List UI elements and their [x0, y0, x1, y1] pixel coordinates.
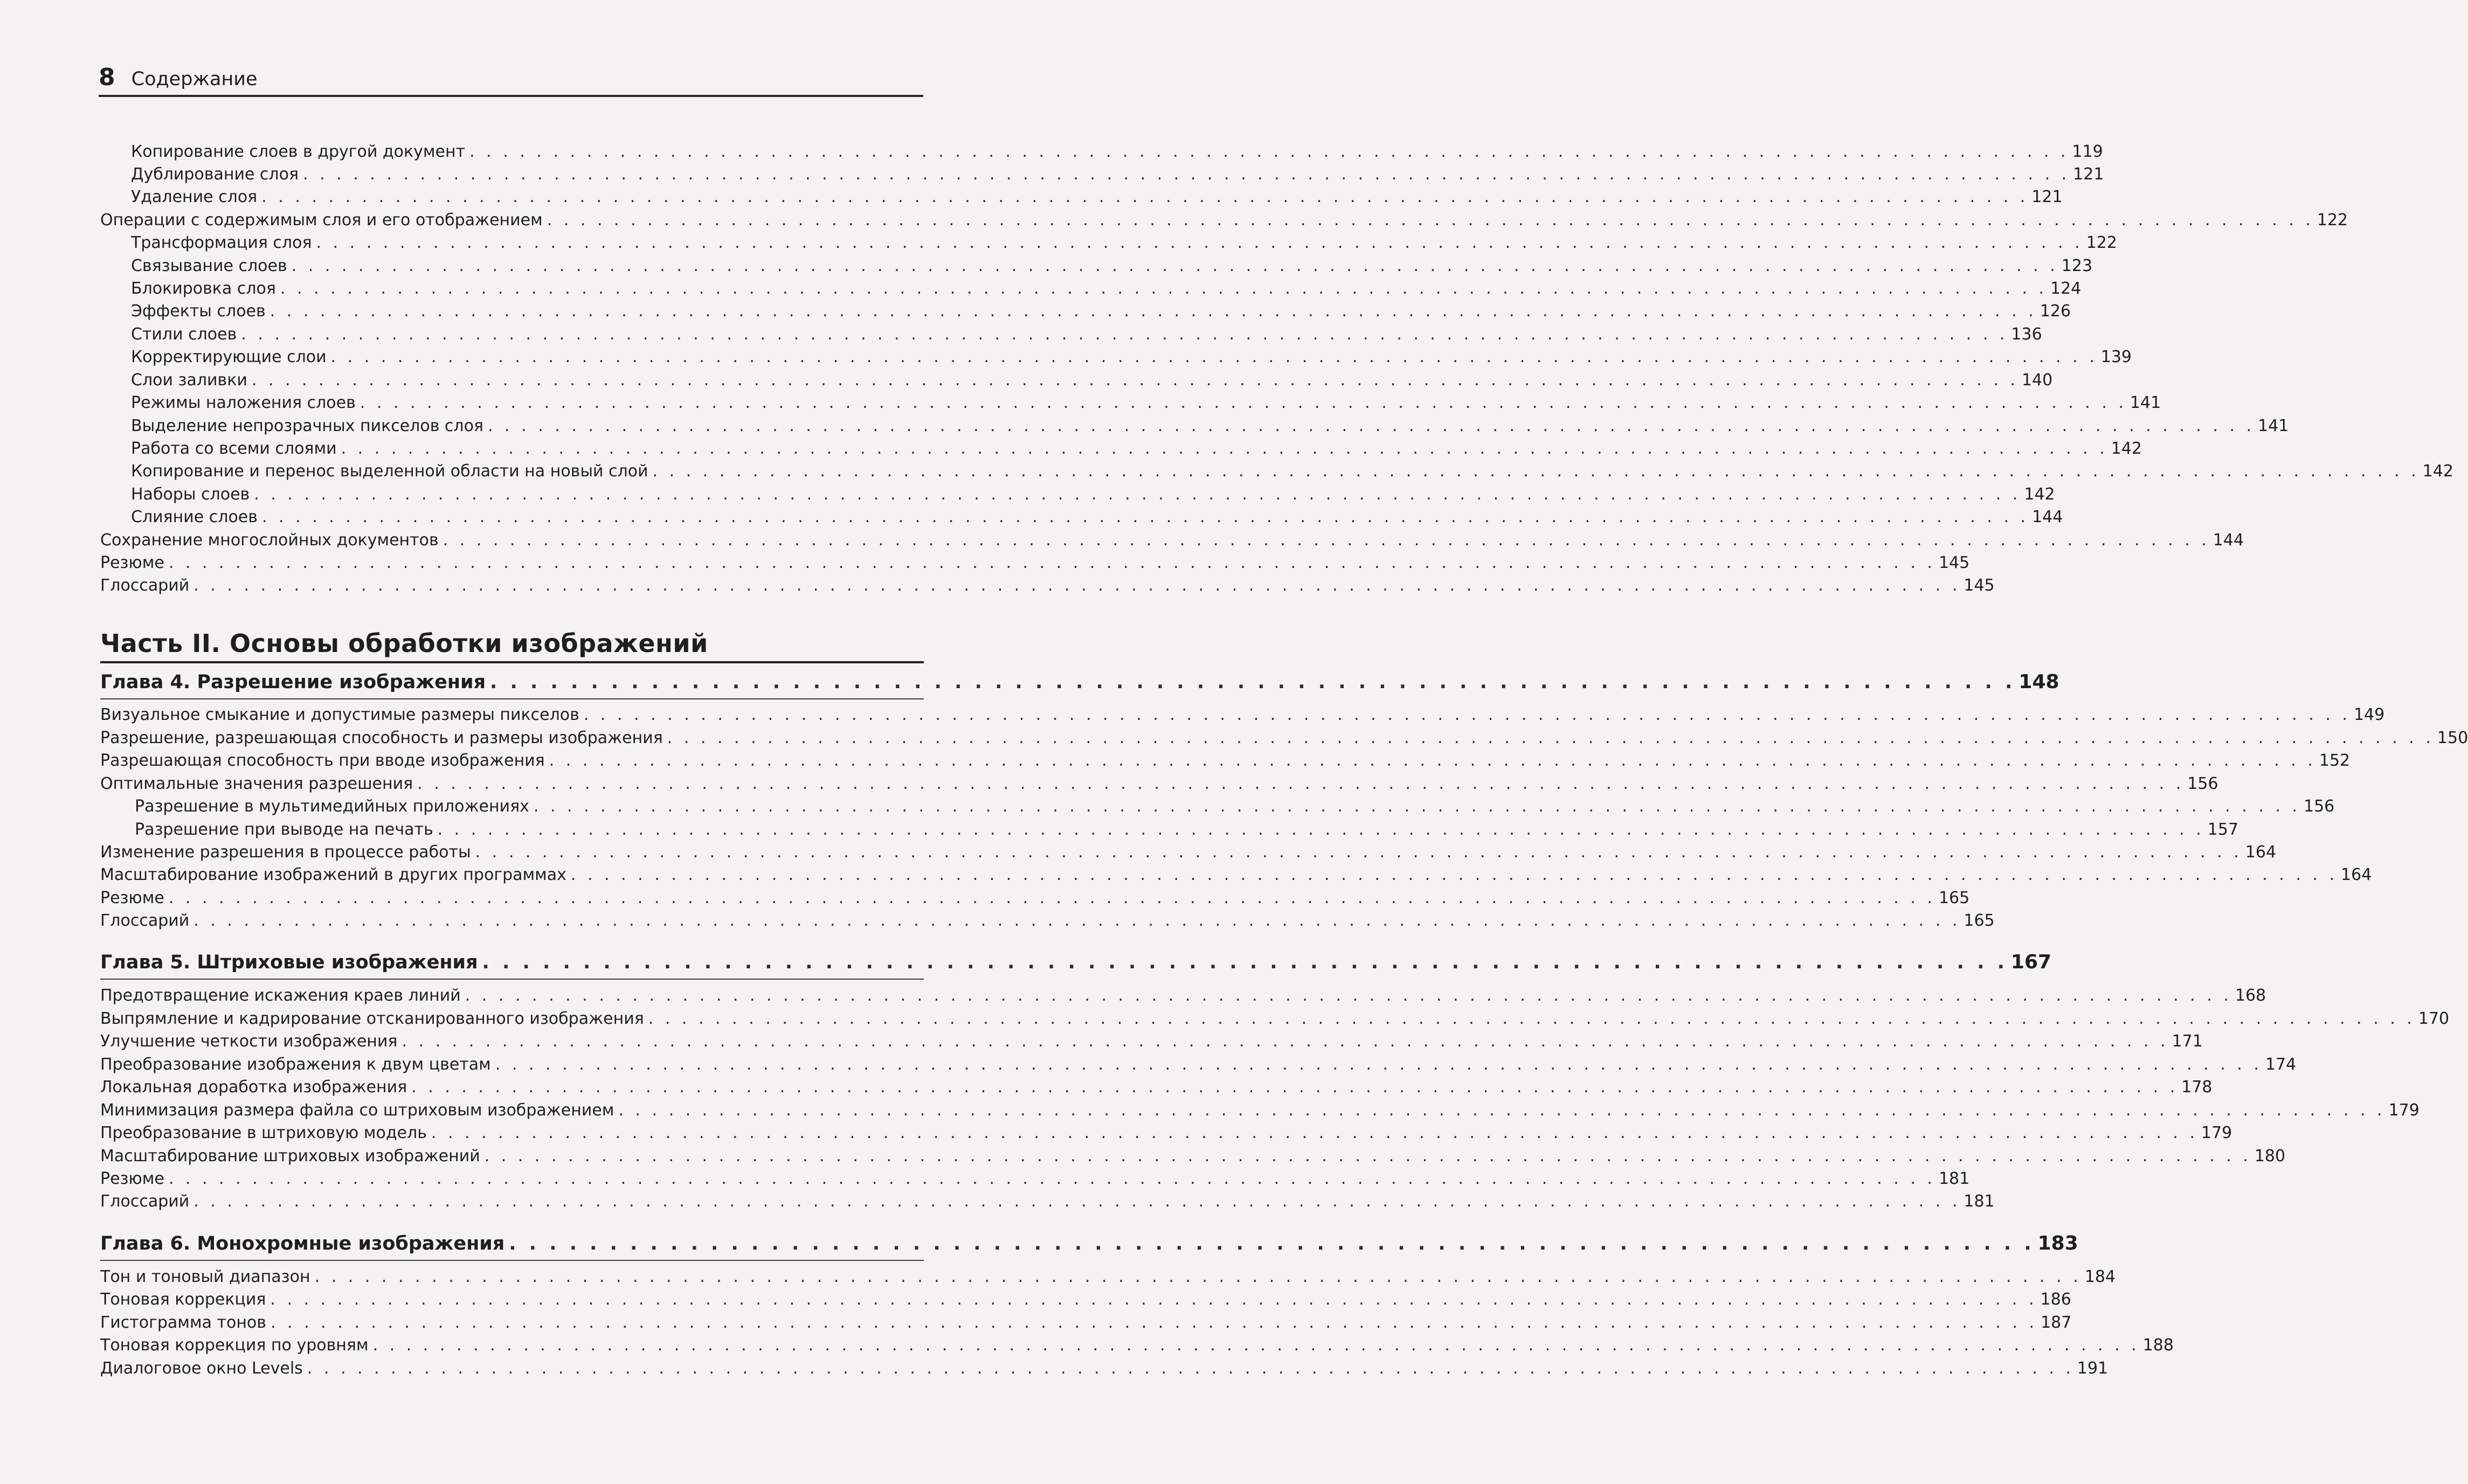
- toc-entry-page: 142: [2024, 485, 2055, 504]
- toc-entry-page: 168: [2235, 986, 2266, 1005]
- toc-entry-page: 165: [1964, 911, 1995, 930]
- toc-entry-page: 184: [2084, 1267, 2116, 1286]
- toc-entry-page: 156: [2187, 774, 2218, 793]
- toc-entry[interactable]: [100, 910, 1995, 932]
- toc-entry-title: Эффекты слоев: [131, 302, 266, 321]
- toc-entry[interactable]: [100, 575, 1995, 597]
- leader-dots: . . . . . . . . . . . . . . . . . . . . . . . . . . . . . . . . . . . . . . . . . . . . . . . . . . . . . . . . . . . . . . . . . . . . . . . . . . . .: [509, 1233, 2035, 1254]
- toc-entry-title: Слияние слоев: [131, 508, 258, 526]
- leader-dots: . . . . . . . . . . . . . . . . . . . . . . . . . . . . . . . . . . . . . . . . . . . . . . . . . . . . . . . . . . . . . . . . . . . . . . . . . . . . . . . . . . . . . . . . . . . . . . . . . . . . . . . . . .: [495, 1055, 2262, 1074]
- toc-entry[interactable]: [131, 484, 2055, 505]
- leader-dots: . . . . . . . . . . . . . . . . . . . . . . . . . . . . . . . . . . . . . . . . . . . . . . . . . . . . . . . . . . . . . . . . . . . . . . . . . . . . . . . . . . . . . . . . . . . . . . . . . . . . . . . . . .: [261, 188, 2029, 206]
- toc-entry-page: 179: [2201, 1124, 2232, 1142]
- toc-entry-title: Удаление слоя: [131, 188, 258, 206]
- running-head-rule: [99, 95, 923, 97]
- toc-entry-page: 164: [2245, 843, 2277, 862]
- toc-entry-title: Преобразование изображения к двум цветам: [100, 1055, 491, 1074]
- toc-entry-title: Глава 6. Монохромные изображения: [100, 1233, 505, 1254]
- toc-entry-title: Копирование слоев в другой документ: [131, 142, 466, 161]
- toc-entry-page: 152: [2319, 751, 2351, 770]
- toc-entry-title: Копирование и перенос выделенной области на новый слой: [131, 462, 648, 481]
- part-title-rule: [100, 661, 924, 663]
- toc-entry-title: Тоновая коррекция по уровням: [100, 1336, 369, 1355]
- leader-dots: . . . . . . . . . . . . . . . . . . . . . . . . . . . . . . . . . . . . . . . . . . . . . . . . . . . . . . . . . . . . . . . . . . . . . . . . . . . . . . . . . . . . . . . . . . . . . . . . . . . . . . . . . .: [402, 1032, 2169, 1051]
- toc-entry-title: Визуальное смыкание и допустимые размеры пикселов: [100, 705, 579, 724]
- toc-entry-page: 141: [2130, 393, 2161, 412]
- running-head-title: Содержание: [131, 68, 258, 90]
- toc-entry-title: Глоссарий: [100, 911, 190, 930]
- leader-dots: . . . . . . . . . . . . . . . . . . . . . . . . . . . . . . . . . . . . . . . . . . . . . . . . . . . . . . . . . . . . . . . . . . . . . . . . . . . . . . . . . . . . . . . . . . . . . . . . . . . . . . . . . .: [547, 211, 2314, 230]
- toc-entry-title: Оптимальные значения разрешения: [100, 774, 413, 793]
- toc-entry-page: 136: [2011, 325, 2042, 344]
- toc-entry[interactable]: [100, 842, 2277, 863]
- toc-entry[interactable]: [100, 1031, 2203, 1052]
- toc-entry-title: Улучшение четкости изображения: [100, 1032, 398, 1051]
- leader-dots: . . . . . . . . . . . . . . . . . . . . . . . . . . . . . . . . . . . . . . . . . . . . . . . . . . . . . . . . . . . . . . . . . . . . . . . . . . . . . . . . . . . . . . . . . . . . . . . . . . . . . . . . . .: [648, 1009, 2415, 1028]
- leader-dots: . . . . . . . . . . . . . . . . . . . . . . . . . . . . . . . . . . . . . . . . . . . . . . . . . . . . . . . . . . . . . . . . . . . . . . . . . . . . . . . . . . . . . . . . . . . . . . . . . . . . . . . . . .: [570, 865, 2338, 884]
- toc-entry-page: 170: [2418, 1009, 2450, 1028]
- toc-entry[interactable]: [100, 1191, 1995, 1212]
- toc-entry-page: 140: [2021, 371, 2053, 390]
- toc-entry-page: 139: [2100, 348, 2132, 366]
- toc-entry[interactable]: [100, 1358, 2108, 1379]
- chapter-rule: [100, 979, 924, 980]
- toc-entry-page: 122: [2317, 211, 2348, 230]
- toc-entry-title: Минимизация размера файла со штриховым изображением: [100, 1101, 614, 1120]
- toc-entry[interactable]: [131, 392, 2161, 414]
- leader-dots: . . . . . . . . . . . . . . . . . . . . . . . . . . . . . . . . . . . . . . . . . . . . . . . . . . . . . . . . . . . . . . . . . . . . . . . . . . . . . . . . . . . . . . . . . . . . . . . . . . . . . . . . . .: [618, 1101, 2386, 1120]
- leader-dots: . . . . . . . . . . . . . . . . . . . . . . . . . . . . . . . . . . . . . . . . . . . . . . . . . . . . . . . . . . . . . . . . . . . . . . . . . . . . . . . . . . . . . . . . . . . . . . . . . . . . . . . . . .: [484, 1147, 2251, 1166]
- leader-dots: . . . . . . . . . . . . . . . . . . . . . . . . . . . . . . . . . . . . . . . . . . . . . . . . . . . . . . . . . . . . . . . . . . . . . . . . . . . . . . . . . . . . . . . . . . . . . . . . . . . . . . . . . .: [372, 1336, 2140, 1355]
- leader-dots: . . . . . . . . . . . . . . . . . . . . . . . . . . . . . . . . . . . . . . . . . . . . . . . . . . . . . . . . . . . . . . . . . . . . . . . . . . . . . . . . . . . . . . . . . . . . . . . .: [469, 142, 2069, 161]
- leader-dots: . . . . . . . . . . . . . . . . . . . . . . . . . . . . . . . . . . . . . . . . . . . . . . . . . . . . . . . . . . . . . . . . . . . . . . . . . . . . . . . . . . . . . . . . . . . . . . . . . . . . . . . . . .: [193, 576, 1961, 595]
- toc-entry-title: Гистограмма тонов: [100, 1313, 266, 1332]
- toc-entry-page: 174: [2265, 1055, 2297, 1074]
- leader-dots: . . . . . . . . . . . . . . . . . . . . . . . . . . . . . . . . . . . . . . . . . . . . . . . . . . . . . . . . . . . . . . . . . . . . . . . . . . . . . . . . . . . . . . . . . . . . . . . . . . . . . . . . . .: [314, 1267, 2082, 1286]
- leader-dots: . . . . . . . . . . . . . . . . . . . . . . . . . . . . . . . . . . . . . . . . . . . . . . . . . . . . . . . . . . . . . . . . . . . . . . . . . . . . . . . . . . . . . . . . . . . . . . . . . . . . . . . . . .: [341, 439, 2108, 458]
- toc-entry[interactable]: [100, 1100, 2419, 1121]
- leader-dots: . . . . . . . . . . . . . . . . . . . . . . . . . . . . . . . . . . . . . . . . . . . . . . . . . . . . . . . . . . . . . . . . . . . . . . . . . . . . . . . . . . . . . . . . . . . . . . . . . . . . . . . . . .: [316, 233, 2083, 252]
- toc-entry-title: Блокировка слоя: [131, 279, 276, 298]
- toc-entry-page: 126: [2040, 302, 2071, 321]
- toc-entry[interactable]: [100, 750, 2351, 772]
- toc-entry[interactable]: [100, 1077, 2213, 1098]
- leader-dots: . . . . . . . . . . . . . . . . . . . . . . . . . . . . . . . . . . . . . . . . . . . . . . . . . . . . . . . . . . . . . . . . . . . . . . . . . . . . . . . . . . . . . . . . . . . . . . . . . . . . . . . . . .: [254, 485, 2021, 504]
- leader-dots: . . . . . . . . . . . . . . . . . . . . . . . . . . . . . . . . . . . . . . . . . . . . . . . . . . . . . . . . . . . . . . . . . . . . . . . . . . . . . . . . . . . . . . . . . . . . . . . . . . . . . . . . . .: [487, 417, 2255, 435]
- leader-dots: . . . . . . . . . . . . . . . . . . . . . . . . . . . . . . . . . . . . . . . . . . . . . . . . . . . . . . . . . . . . . . . . . . . . . . . . . . . . . . . . . . . . . . . . . . . . . . . . . . . . . . . . . .: [443, 531, 2210, 550]
- leader-dots: . . . . . . . . . . . . . . . . . . . . . . . . . . . . . . . . . . . . . . . . . . . . . . . . . . . . . . . . . . . . . . . . . . . . . . . . . . . . . . . . . . . . . . . . . . . . . . . . . . . . . . . . . .: [330, 348, 2098, 366]
- leader-dots: . . . . . . . . . . . . . . . . . . . . . . . . . . . . . . . . . . . . . . . . . . . . . . . . . . . . . . . . . . . . . . . . . . . . . . . . . . . . . . . . . . . . . . . . . . . . . . . . . . . . . . . . . .: [411, 1078, 2179, 1097]
- toc-entry-page: 121: [2073, 165, 2104, 184]
- toc-entry-title: Операции с содержимым слоя и его отображением: [100, 211, 543, 230]
- toc-entry-title: Стили слоев: [131, 325, 237, 344]
- leader-dots: . . . . . . . . . . . . . . . . . . . . . . . . . . . . . . . . . . . . . . . . . . . . . . . . . . . . . . . . . . . . . . . . . . . . . . . . . . . . . . . . . . . . . . . . . . . . . . . . . . . . . . . . . .: [241, 325, 2008, 344]
- leader-dots: . . . . . . . . . . . . . . . . . . . . . . . . . . . . . . . . . . . . . . . . . . . . . . . . . . . . . . . . . . . . . . . . . . . . . . . . . . . . . . . . . . . . . . . . . . . . . . . . . . . . . . . . . .: [270, 1313, 2038, 1332]
- leader-dots: . . . . . . . . . . . . . . . . . . . . . . . . . . . . . . . . . . . . . . . . . . . . . . . . . . . . . . . . . . . . . . . . . . . . . . . . . . . . . . . . . . . . . . . . . . . . . . . . . . . . . . . . . .: [533, 797, 2300, 816]
- leader-dots: . . . . . . . . . . . . . . . . . . . . . . . . . . . . . . . . . . . . . . . . . . . . . . . . . . . . . . . . . . . . . . . . . . . . . . . . . . . . . . . . . . . . . . . . . . . . . . . . . . . . . . . . . .: [437, 820, 2204, 839]
- toc-entry-title: Трансформация слоя: [131, 233, 312, 252]
- toc-entry-title: Резюме: [100, 553, 164, 572]
- toc-entry-title: Связывание слоев: [131, 256, 287, 275]
- toc-entry-page: 187: [2041, 1313, 2072, 1332]
- toc-chapter-entry[interactable]: [100, 949, 2052, 975]
- toc-entry-title: Корректирующие слои: [131, 348, 327, 366]
- toc-entry[interactable]: [100, 887, 1970, 909]
- toc-entry-page: 164: [2341, 865, 2372, 884]
- leader-dots: . . . . . . . . . . . . . . . . . . . . . . . . . . . . . . . . . . . . . . . . . . . . . . . . . . . . . . . . . . . . . . . . . . . . . . . . . . . . . . . . . . . . . . . . . . . . . . . . . . . . . . . . . .: [280, 279, 2048, 298]
- leader-dots: . . . . . . . . . . . . . . . . . . . . . . . . . . . . . . . . . . . . . . . . . . . . . . . . . . . . . . . . . . . . . . . . . . . . . . . . . . . . . . . . . . . . . . . . . . . . . . . . . . . . . . . . . .: [652, 462, 2419, 481]
- toc-entry-title: Предотвращение искажения краев линий: [100, 986, 461, 1005]
- toc-entry-page: 145: [1938, 553, 1970, 572]
- toc-entry[interactable]: [131, 461, 2453, 482]
- toc-entry-page: 180: [2254, 1147, 2286, 1166]
- toc-entry-page: 119: [2072, 142, 2103, 161]
- leader-dots: . . . . . . . . . . . . . . . . . . . . . . . . . . . . . . . . . . . . . . . . . . . . . . . . . . . . . . . . . . . . . . . . . . . . . . . . . . . . . . . . . . . . . . . . . . . . . . . . . . . . . . . . . .: [168, 553, 1935, 572]
- leader-dots: . . . . . . . . . . . . . . . . . . . . . . . . . . . . . . . . . . . . . . . . . . . . . . . . . . . . . . . . . . . . . . . . . . . . . . . . . . . . . . . . . . . . . . . . . . . . . . . . . . . . . . . . . .: [270, 1290, 2037, 1309]
- leader-dots: . . . . . . . . . . . . . . . . . . . . . . . . . . . . . . . . . . . . . . . . . . . . . . . . . . . . . . . . . . . . . . . . . . . . . . . . . . . . . . . . . . . . . . . . . . . . . . . . . . . . . . . . . .: [303, 165, 2070, 184]
- toc-entry-title: Резюме: [100, 1169, 164, 1188]
- toc-entry-page: 149: [2353, 705, 2385, 724]
- toc-entry[interactable]: [100, 1312, 2072, 1334]
- leader-dots: . . . . . . . . . . . . . . . . . . . . . . . . . . . . . . . . . . . . . . . . . . . . . . . . . . . . . . . . . . . . . . . . . . . . . . . . . . . . . . . . . . . . . . . . . . . . . . . . . . . . . . . . . .: [168, 1169, 1935, 1188]
- toc-entry-page: 156: [2304, 797, 2335, 816]
- toc-entry[interactable]: [131, 141, 2103, 163]
- toc-entry[interactable]: [100, 1146, 2286, 1167]
- toc-entry[interactable]: [131, 324, 2042, 345]
- leader-dots: . . . . . . . . . . . . . . . . . . . . . . . . . . . . . . . . . . . . . . . . . . . . . . . . . . . . . . . . . . . . . . . . . . . . . . . . . . . . . . . . . . . . . . . . . . . . . . . . . . . . . . . . . .: [360, 393, 2127, 412]
- leader-dots: . . . . . . . . . . . . . . . . . . . . . . . . . . . . . . . . . . . . . . . . . . . . . . . . . . . . . . . . . . . . . . . . . . . . . . . . . . . .: [482, 952, 2008, 973]
- toc-entry-title: Наборы слоев: [131, 485, 250, 504]
- leader-dots: . . . . . . . . . . . . . . . . . . . . . . . . . . . . . . . . . . . . . . . . . . . . . . . . . . . . . . . . . . . . . . . . . . . . . . . . . . . . . . . . . . . . . . . . . . . . . . . . . . . . . . . . . .: [193, 911, 1961, 930]
- toc-entry[interactable]: [131, 438, 2142, 460]
- toc-entry-page: 141: [2258, 417, 2289, 435]
- toc-entry-title: Сохранение многослойных документов: [100, 531, 439, 550]
- chapter-rule: [100, 1260, 924, 1261]
- leader-dots: . . . . . . . . . . . . . . . . . . . . . . . . . . . . . . . . . . . . . . . . . . . . . . . . . . . . . . . . . . . . . . . . . . . . . . . . . . . . . . . . . . . . . . . . . . . . . . . . . . . . . . . . . .: [465, 986, 2232, 1005]
- toc-entry-page: 188: [2142, 1336, 2174, 1355]
- toc-entry[interactable]: [135, 819, 2239, 841]
- toc-entry-title: Изменение разрешения в процессе работы: [100, 843, 471, 862]
- toc-entry-page: 181: [1964, 1192, 1995, 1211]
- toc-entry-page: 150: [2437, 729, 2468, 747]
- toc-entry-page: 144: [2213, 531, 2244, 550]
- toc-entry-title: Глоссарий: [100, 576, 190, 595]
- toc-entry-page: 165: [1938, 889, 1970, 907]
- toc-entry-title: Локальная доработка изображения: [100, 1078, 407, 1097]
- toc-entry-page: 145: [1964, 576, 1995, 595]
- toc-entry-page: 142: [2422, 462, 2453, 481]
- toc-entry-page: 144: [2032, 508, 2063, 526]
- toc-entry[interactable]: [131, 232, 2117, 254]
- toc-entry-title: Работа со всеми слоями: [131, 439, 337, 458]
- toc-entry-title: Дублирование слоя: [131, 165, 299, 184]
- toc-chapter-entry[interactable]: [100, 669, 2059, 695]
- toc-entry-title: Разрешение, разрешающая способность и размеры изображения: [100, 729, 663, 747]
- toc-entry[interactable]: [100, 864, 2372, 886]
- toc-entry[interactable]: [100, 1289, 2071, 1310]
- toc-entry-page: 179: [2388, 1101, 2419, 1120]
- toc-entry[interactable]: [100, 704, 2385, 726]
- toc-entry-page: 186: [2040, 1290, 2071, 1309]
- toc-entry[interactable]: [131, 415, 2289, 437]
- toc-entry[interactable]: [100, 1122, 2232, 1144]
- toc-entry-title: Разрешение при выводе на печать: [135, 820, 433, 839]
- leader-dots: . . . . . . . . . . . . . . . . . . . . . . . . . . . . . . . . . . . . . . . . . . . . . . . . . . . . . . . . . . . . . . . . . . . . . . . . . . . . . . . . . . . . . . . . . . . . . . . . . . . . . . . . . .: [261, 508, 2029, 526]
- leader-dots: . . . . . . . . . . . . . . . . . . . . . . . . . . . . . . . . . . . . . . . . . . . . . . . . . . . . . . . . . . . . . . . . . . . . . . . . . . . . . . . . . . . . . . . . . . . . . . . . . . . . . . . . . .: [291, 256, 2058, 275]
- toc-entry[interactable]: [100, 727, 2468, 749]
- toc-entry[interactable]: [131, 301, 2071, 322]
- toc-entry-page: 122: [2086, 233, 2117, 252]
- toc-entry-page: 121: [2031, 188, 2063, 206]
- leader-dots: . . . . . . . . . . . . . . . . . . . . . . . . . . . . . . . . . . . . . . . . . . . . . . . . . . . . . . . . . . . . . . . . . . . . . . . . . . . . . . . . . . . . . . . . . . . . . . . . . . . . . . . . . .: [549, 751, 2316, 770]
- toc-entry[interactable]: [100, 1008, 2450, 1030]
- toc-entry-title: Тон и тоновый диапазон: [100, 1267, 310, 1286]
- toc-entry[interactable]: [131, 507, 2063, 528]
- toc-entry-page: 178: [2181, 1078, 2213, 1097]
- toc-entry-title: Диалоговое окно Levels: [100, 1359, 303, 1378]
- toc-entry-title: Выделение непрозрачных пикселов слоя: [131, 417, 483, 435]
- toc-entry-title: Глава 5. Штриховые изображения: [100, 952, 478, 973]
- toc-entry-page: 124: [2050, 279, 2082, 298]
- toc-entry-title: Тоновая коррекция: [100, 1290, 266, 1309]
- leader-dots: . . . . . . . . . . . . . . . . . . . . . . . . . . . . . . . . . . . . . . . . . . . . . . . . . . . . . . . . . . . . . . . . . . . . . . . . . . . . . . . . . . . . . . . . . . . . . . . . . . . . . . . . . .: [667, 729, 2434, 747]
- leader-dots: . . . . . . . . . . . . . . . . . . . . . . . . . . . . . . . . . . . . . . . . . . . . . . . . . . . . . . . . . . . . . . . . . . . . . . . . . . . . . . . . . . . . . . . . . . . . . . . . . . . . . . . . . .: [193, 1192, 1961, 1211]
- leader-dots: . . . . . . . . . . . . . . . . . . . . . . . . . . . . . . . . . . . . . . . . . . . . . . . . . . . . . . . . . . . . . . . . . . . . . . . . . . . . . . . . . . . . . . . . . . . . . . . . . . . . . . . . . .: [269, 302, 2037, 321]
- toc-entry-title: Слои заливки: [131, 371, 247, 390]
- leader-dots: . . . . . . . . . . . . . . . . . . . . . . . . . . . . . . . . . . . . . . . . . . . . . . . . . . . . . . . . . . . . . . . . . . . . . . . . . . . . . . . . . . . . . . . . . . . . . . . . . . . . . . . . . .: [583, 705, 2351, 724]
- leader-dots: . . . . . . . . . . . . . . . . . . . . . . . . . . . . . . . . . . . . . . . . . . . . . . . . . . . . . . . . . . . . . . . . . . . . . . . . . . . . . . . . . . . . . . . . . . . . . . . . . . . . . . . . . .: [417, 774, 2184, 793]
- toc-entry[interactable]: [131, 164, 2104, 185]
- running-head: [99, 64, 923, 91]
- toc-entry[interactable]: [131, 186, 2063, 208]
- chapter-rule: [100, 698, 924, 699]
- leader-dots: . . . . . . . . . . . . . . . . . . . . . . . . . . . . . . . . . . . . . . . . . . . . . . . . . . . . . . . . . . . . . . . . . . . . . . . . . . . . . . . . . . . . . . . . . . . . . . . . . . . . . . . . . .: [251, 371, 2018, 390]
- leader-dots: . . . . . . . . . . . . . . . . . . . . . . . . . . . . . . . . . . . . . . . . . . . . . . . . . . . . . . . . . . . . . . . . . . . . . . . . . . . . . . . . . . . . . . . . . . . . . . . . . . . . . . . . . .: [307, 1359, 2074, 1378]
- toc-entry[interactable]: [100, 773, 2218, 795]
- toc-entry-page: 142: [2111, 439, 2142, 458]
- toc-entry-title: Преобразование в штриховую модель: [100, 1124, 427, 1142]
- toc-entry-page: 183: [2037, 1232, 2078, 1254]
- toc-entry[interactable]: [100, 530, 2244, 551]
- toc-entry[interactable]: [131, 346, 2132, 368]
- toc-entry[interactable]: [131, 255, 2093, 277]
- toc-entry-title: Выпрямление и кадрирование отсканированного изображения: [100, 1009, 644, 1028]
- toc-entry-page: 167: [2010, 951, 2052, 973]
- toc-entry-page: 148: [2018, 671, 2059, 693]
- toc-entry[interactable]: [135, 796, 2335, 817]
- toc-entry-title: Резюме: [100, 889, 164, 907]
- toc-entry-page: 123: [2061, 256, 2093, 275]
- toc-entry-page: 157: [2207, 820, 2239, 839]
- toc-entry-title: Разрешение в мультимедийных приложениях: [135, 797, 529, 816]
- page-number: 8: [99, 64, 115, 91]
- toc-entry-title: Масштабирование штриховых изображений: [100, 1147, 480, 1166]
- toc-entry[interactable]: [131, 278, 2082, 300]
- leader-dots: . . . . . . . . . . . . . . . . . . . . . . . . . . . . . . . . . . . . . . . . . . . . . . . . . . . . . . . . . . . . . . . . . . . . . . . . . . . . . . . . . . . . . . . . . . . . . . . . . . . . . . . . . .: [431, 1124, 2198, 1142]
- leader-dots: . . . . . . . . . . . . . . . . . . . . . . . . . . . . . . . . . . . . . . . . . . . . . . . . . . . . . . . . . . . . . . . . . . . . . . . . . . . . . . . . . . . . . . . . . . . . . . . . . . . . . . . . . .: [475, 843, 2242, 862]
- leader-dots: . . . . . . . . . . . . . . . . . . . . . . . . . . . . . . . . . . . . . . . . . . . . . . . . . . . . . . . . . . . . . . . . . . . . . . . . . . . . . . . . . . . . . . . . . . . . . . . . . . . . . . . . . .: [168, 889, 1935, 907]
- toc-entry-page: 191: [2077, 1359, 2108, 1378]
- toc-entry[interactable]: [100, 1054, 2297, 1076]
- leader-dots: . . . . . . . . . . . . . . . . . . . . . . . . . . . . . . . . . . . . . . . . . . . . . . . . . . . . . . . . . . . . . . . . . . . . . . . . . . . .: [490, 671, 2016, 693]
- toc-entry[interactable]: [100, 552, 1970, 574]
- toc-entry[interactable]: [131, 370, 2053, 391]
- toc-entry-title: Режимы наложения слоев: [131, 393, 356, 412]
- toc-entry[interactable]: [100, 985, 2266, 1007]
- toc-entry-page: 181: [1938, 1169, 1970, 1188]
- toc-entry[interactable]: [100, 1266, 2116, 1288]
- toc-entry-title: Глава 4. Разрешение изображения: [100, 671, 486, 693]
- toc-entry-title: Разрешающая способность при вводе изображения: [100, 751, 545, 770]
- toc-entry[interactable]: [100, 1168, 1970, 1190]
- toc-entry[interactable]: [100, 210, 2348, 231]
- toc-entry[interactable]: [100, 1335, 2174, 1356]
- toc-chapter-entry[interactable]: [100, 1231, 2078, 1257]
- toc-entry-page: 171: [2172, 1032, 2203, 1051]
- toc-entry-title: Масштабирование изображений в других программах: [100, 865, 566, 884]
- part-title: Часть II. Основы обработки изображений: [100, 629, 708, 658]
- toc-entry-title: Глоссарий: [100, 1192, 190, 1211]
